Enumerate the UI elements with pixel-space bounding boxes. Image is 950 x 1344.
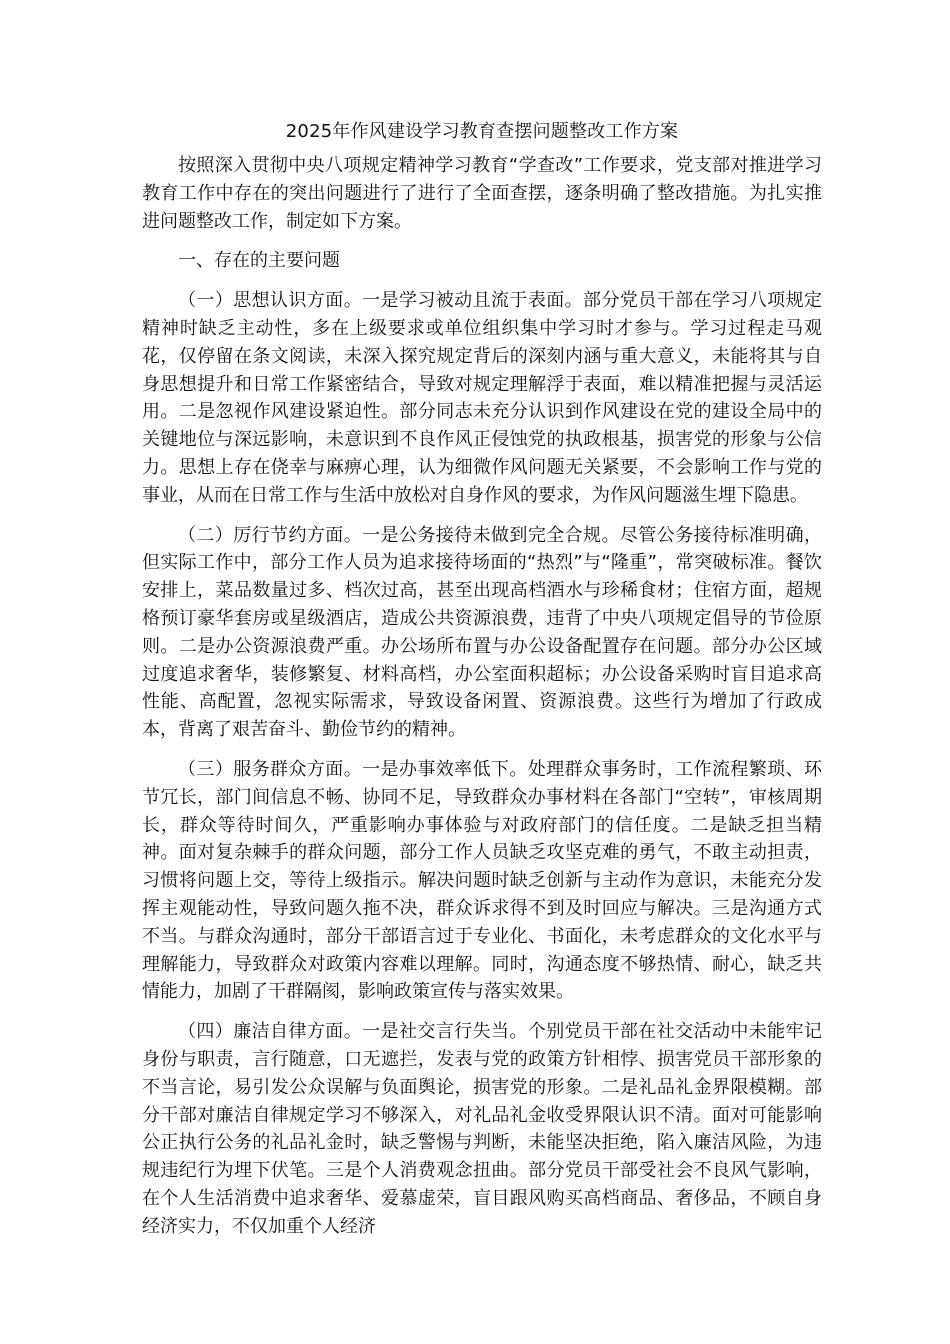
document-page bbox=[142, 118, 822, 1252]
paragraph-service: （三）服务群众方面。一是办事效率低下。处理群众事务时，工作流程繁琐、环节冗长，部门间信息不畅、协同不足，导致群众办事材料在各部门“空转”，审核周期长，群众等待时间久，严重影响办事体验与对政府部门的信任度。二是缺乏担当精神。面对复杂棘手的群众问题，部分工作人员缺乏攻坚克难的勇气，不敢主动担责，习惯将问题上交，等待上级指示。解决问题时缺乏创新与主动作为意识，未能充分发挥主观能动性，导致问题久拖不决，群众诉求得不到及时回应与解决。三是沟通方式不当。与群众沟通时，部分干部语言过于专业化、书面化，未考虑群众的文化水平与理解能力，导致群众对政策内容难以理解。同时，沟通态度不够热情、耐心，缺乏共情能力，加剧了干群隔阂，影响政策宣传与落实效果。 bbox=[142, 758, 822, 1003]
paragraph-integrity: （四）廉洁自律方面。一是社交言行失当。个别党员干部在社交活动中未能牢记身份与职责，言行随意，口无遮拦，发表与党的政策方针相悖、损害党员干部形象的不当言论，易引发公众误解与负面舆论，损害党的形象。二是礼品礼金界限模糊。部分干部对廉洁自律规定学习不够深入，对礼品礼金收受界限认识不清。面对可能影响公正执行公务的礼品礼金时，缺乏警惕与判断，未能坚决拒绝，陷入廉洁风险，为违规违纪行为埋下伏笔。三是个人消费观念扭曲。部分党员干部受社会不良风气影响，在个人生活消费中追求奢华、爱慕虚荣，盲目跟风购买高档商品、奢侈品，不顾自身经济实力，不仅加重个人经济 bbox=[142, 1021, 822, 1237]
document-title: 2025年作风建设学习教育查摆问题整改工作方案 bbox=[285, 121, 679, 142]
paragraph-frugality: （二）厉行节约方面。一是公务接待未做到完全合规。尽管公务接待标准明确，但实际工作中，部分工作人员为追求接待场面的“热烈”与“隆重”，常突破标准。餐饮安排上，菜品数量过多、档次过高，甚至出现高档酒水与珍稀食材；住宿方面，超规格预订豪华套房或星级酒店，造成公共资源浪费，违背了中央八项规定倡导的节俭原则。二是办公资源浪费严重。办公场所布置与办公设备配置存在问题。部分办公区域过度追求奢华，装修繁复、材料高档，办公室面积超标；办公设备采购时盲目追求高性能、高配置，忽视实际需求，导致设备闲置、资源浪费。这些行为增加了行政成本，背离了艰苦奋斗、勤俭节约的精神。 bbox=[142, 524, 822, 741]
intro-paragraph: 按照深入贯彻中央八项规定精神学习教育“学查改”工作要求，党支部对推进学习教育工作中存在的突出问题进行了进行了全面查摆，逐条明确了整改措施。为扎实推进问题整改工作，制定如下方案。 bbox=[142, 155, 822, 232]
paragraph-thought: （一）思想认识方面。一是学习被动且流于表面。部分党员干部在学习八项规定精神时缺乏主动性，多在上级要求或单位组织集中学习时才参与。学习过程走马观花，仅停留在条文阅读，未深入探究规定背后的深刻内涵与重大意义，未能将其与自身思想提升和日常工作紧密结合，导致对规定理解浮于表面，难以精准把握与灵活运用。二是忽视作风建设紧迫性。部分同志未充分认识到作风建设在党的建设全局中的关键地位与深远影响，未意识到不良作风正侵蚀党的执政根基，损害党的形象与公信力。思想上存在侥幸与麻痹心理，认为细微作风问题无关紧要，不会影响工作与党的事业，从而在日常工作与生活中放松对自身作风的要求，为作风问题滋生埋下隐患。 bbox=[142, 290, 822, 506]
section-heading: 一、存在的主要问题 bbox=[178, 250, 340, 272]
